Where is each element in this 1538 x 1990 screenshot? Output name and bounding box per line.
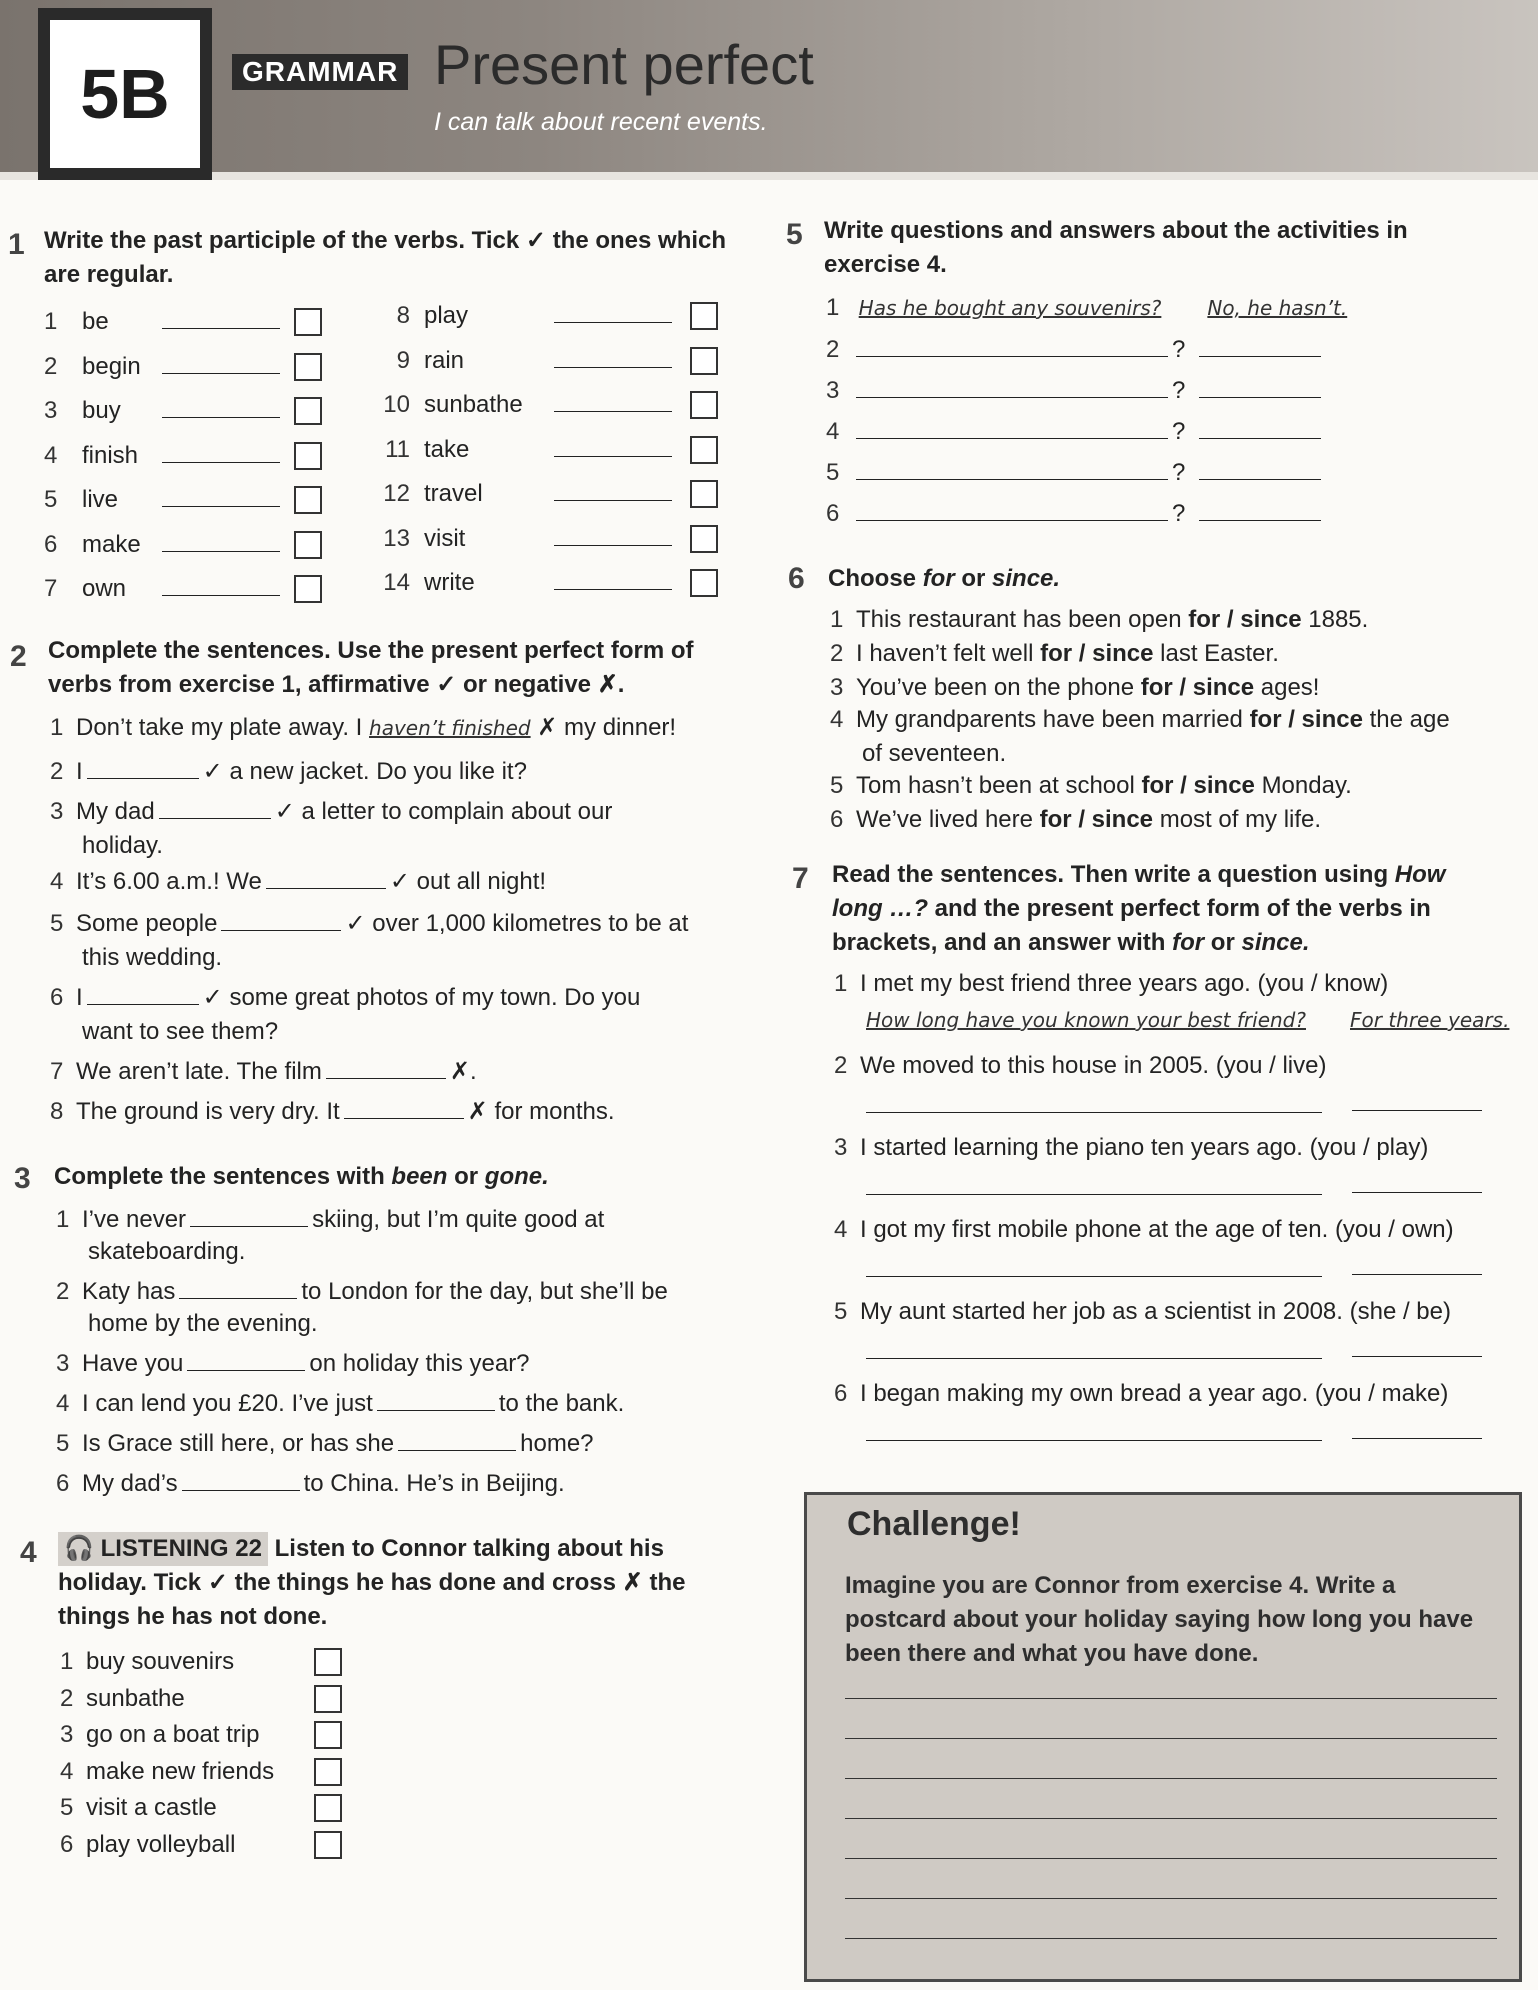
- exercise-number: 1: [8, 228, 25, 261]
- activity-item: [60, 1719, 259, 1751]
- question-blank[interactable]: [856, 376, 1168, 398]
- instruction-text: and the present perfect form of the verbs in: [934, 895, 1431, 922]
- sentence-text: to the bank.: [498, 1390, 625, 1417]
- choice-option[interactable]: for / since: [1188, 606, 1302, 633]
- instruction-text: How: [1394, 861, 1446, 888]
- choice-option[interactable]: for / since: [1039, 806, 1154, 833]
- choice-option[interactable]: for / since: [1140, 674, 1255, 701]
- sentence-text: to China. He’s in Beijing.: [303, 1470, 565, 1497]
- page-subtitle: I can talk about recent events.: [434, 108, 768, 136]
- activity-text: play volleyball: [86, 1831, 236, 1858]
- verb-item: [44, 306, 284, 338]
- tick-cross-checkbox[interactable]: [314, 1794, 342, 1822]
- instruction-text: Read the sentences. Then write a question using: [832, 861, 1389, 888]
- sentence-text: Tom hasn’t been at school: [856, 772, 1135, 799]
- question-blank[interactable]: [856, 335, 1168, 357]
- sentence: 5 Some people ✓ over 1,000 kilometres to be at: [50, 910, 689, 937]
- sentence-text: Have you: [82, 1350, 184, 1377]
- sentence-text: the age: [1369, 706, 1450, 733]
- page-title: Present perfect: [434, 33, 814, 96]
- answer-blank[interactable]: [221, 909, 341, 931]
- verb-item: [372, 345, 676, 377]
- item-number: 2: [44, 352, 58, 380]
- answer-blank[interactable]: [159, 797, 271, 819]
- regular-checkbox[interactable]: [690, 436, 718, 464]
- sentence-text: I started learning the piano ten years ago. (you / play): [860, 1134, 1429, 1161]
- sentence: 3 My dad ✓ a letter to complain about our: [50, 798, 613, 825]
- choice-option[interactable]: for / since: [1040, 640, 1154, 667]
- sentence-text: Don’t take my plate away. I: [76, 714, 363, 741]
- answer-blank[interactable]: [179, 1277, 297, 1299]
- item-number: 6: [44, 530, 58, 558]
- instruction-text: Choose: [828, 565, 917, 592]
- activity-item: [60, 1829, 235, 1861]
- challenge-title: Challenge!: [847, 1505, 1021, 1543]
- sentence-text: I haven’t felt well: [856, 640, 1034, 667]
- verb-item: [372, 567, 676, 599]
- answer-line[interactable]: [1352, 1192, 1482, 1193]
- sentence: 4 My grandparents have been married for / since the age: [830, 706, 1450, 733]
- item-number: 8: [396, 302, 410, 329]
- tick-cross-checkbox[interactable]: [314, 1831, 342, 1859]
- sentence-text: We’ve lived here: [856, 806, 1033, 833]
- exercise-number: 3: [14, 1162, 31, 1195]
- verb-text: begin: [82, 352, 141, 380]
- exercise-instruction: [44, 224, 726, 292]
- verb-text: make: [82, 530, 141, 558]
- writing-line[interactable]: [845, 1698, 1497, 1699]
- instruction-text: been: [391, 1163, 448, 1190]
- answer-blank[interactable]: [162, 396, 280, 418]
- answer-blank[interactable]: [1199, 417, 1321, 439]
- tick-cross-checkbox[interactable]: [314, 1721, 342, 1749]
- verb-text: travel: [424, 480, 483, 507]
- answer-blank[interactable]: [1199, 376, 1321, 398]
- exercise-instruction: [824, 214, 1408, 282]
- verb-text: buy: [82, 397, 121, 424]
- question-blank[interactable]: [856, 458, 1168, 480]
- activity-text: go on a boat trip: [86, 1721, 260, 1749]
- activity-text: visit a castle: [86, 1794, 217, 1822]
- sentence-text: want to see them?: [82, 1018, 279, 1045]
- verb-text: sunbathe: [424, 391, 523, 418]
- handwritten-answer: No, he hasn’t.: [1207, 296, 1348, 320]
- sentence: 4 It’s 6.00 a.m.! We ✓ out all night!: [50, 868, 547, 895]
- question-mark: ?: [1172, 500, 1186, 527]
- answer-blank[interactable]: [1199, 458, 1321, 480]
- verb-text: write: [424, 569, 475, 596]
- question-mark: ?: [1172, 336, 1186, 363]
- unit-badge: [38, 8, 212, 180]
- choice-option[interactable]: for / since: [1141, 772, 1255, 799]
- sentence-text: most of my life.: [1159, 806, 1322, 833]
- activity-item: [60, 1756, 274, 1788]
- instruction-text: since.: [992, 565, 1061, 592]
- verb-item: [372, 389, 676, 421]
- sentence-text: holiday.: [82, 832, 163, 859]
- sentence: 6 We’ve lived here for / since most of my life.: [830, 806, 1322, 833]
- item-number: 3: [826, 377, 840, 404]
- writing-line[interactable]: [845, 1858, 1497, 1859]
- answer-blank[interactable]: [554, 301, 672, 323]
- activity-item: [60, 1646, 234, 1678]
- question-blank[interactable]: [856, 417, 1168, 439]
- sentence: [834, 1296, 1451, 1328]
- sentence: 4 I can lend you £20. I’ve just to the bank.: [56, 1390, 625, 1417]
- item-number: 2: [60, 1684, 74, 1712]
- item-number: 1: [60, 1648, 74, 1675]
- sentence-text: skiing, but I’m quite good at: [312, 1206, 605, 1233]
- answer-blank[interactable]: [554, 346, 672, 368]
- regular-checkbox[interactable]: [294, 397, 322, 425]
- tick-cross-checkbox[interactable]: [314, 1648, 342, 1676]
- sentence-text: on holiday this year?: [309, 1350, 530, 1377]
- sentence-text: ✓ a letter to complain about our: [274, 798, 613, 825]
- sentence: 5 Tom hasn’t been at school for / since Monday.: [830, 772, 1352, 799]
- instruction-line: exercise 4.: [824, 251, 947, 278]
- item-number: 4: [826, 418, 840, 445]
- exercise-number: 4: [20, 1536, 37, 1569]
- item-number: 3: [60, 1721, 74, 1749]
- writing-line[interactable]: [845, 1818, 1497, 1819]
- sentence-text: My dad: [76, 798, 155, 825]
- sentence: [834, 1214, 1454, 1246]
- qa-row: [866, 1004, 1509, 1036]
- instruction-text: or: [961, 565, 986, 592]
- instruction-line: Write questions and answers about the activities in: [824, 217, 1408, 244]
- listening-label: LISTENING 22: [100, 1535, 262, 1562]
- sentence-text: ✓ some great photos of my town. Do you: [202, 984, 641, 1011]
- instruction-line: Complete the sentences. Use the present perfect form of: [48, 637, 694, 664]
- answer-blank[interactable]: [554, 524, 672, 546]
- activity-item: [60, 1683, 185, 1715]
- answer-blank[interactable]: [326, 1057, 446, 1079]
- sentence: 6 My dad’s to China. He’s in Beijing.: [56, 1470, 565, 1497]
- regular-checkbox[interactable]: [690, 302, 718, 330]
- verb-text: play: [424, 302, 469, 329]
- instruction-text: or: [454, 1163, 479, 1190]
- instruction-text: gone.: [484, 1163, 549, 1190]
- answer-blank[interactable]: [1199, 335, 1321, 357]
- item-number: 4: [834, 1216, 848, 1243]
- writing-line[interactable]: [845, 1738, 1497, 1739]
- header-divider: [0, 172, 1538, 180]
- sentence-text: ✓ a new jacket. Do you like it?: [202, 758, 527, 785]
- answer-blank[interactable]: [554, 390, 672, 412]
- verb-text: finish: [82, 441, 139, 469]
- handwritten-answer: For three years.: [1350, 1008, 1510, 1032]
- answer-blank[interactable]: [87, 983, 199, 1005]
- question-mark: ?: [1172, 418, 1186, 445]
- item-number: 1: [44, 308, 58, 335]
- verb-text: rain: [424, 346, 465, 374]
- instruction-text: for: [922, 565, 955, 592]
- answer-blank[interactable]: [182, 1469, 300, 1491]
- sentence: [834, 1378, 1448, 1410]
- answer-blank[interactable]: [162, 352, 280, 374]
- sentence-text: My grandparents have been married: [856, 706, 1243, 733]
- regular-checkbox[interactable]: [294, 575, 322, 603]
- instruction-text: since.: [1241, 929, 1310, 956]
- sentence-text: The ground is very dry. It: [76, 1098, 340, 1125]
- sentence-text: to London for the day, but she’ll be: [301, 1278, 668, 1305]
- sentence-text: 1885.: [1308, 606, 1369, 633]
- sentence-text: home?: [520, 1430, 594, 1457]
- answer-line[interactable]: [1352, 1274, 1482, 1275]
- item-number: 2: [834, 1052, 848, 1079]
- headphones-icon: 🎧: [64, 1535, 94, 1562]
- qa-row: [826, 457, 1325, 489]
- item-number: 10: [383, 391, 410, 418]
- answer-blank[interactable]: [377, 1389, 495, 1411]
- answer-blank[interactable]: [162, 530, 280, 552]
- sentence-text: My aunt started her job as a scientist in 2008. (she / be): [860, 1298, 1451, 1325]
- sentence: 1 This restaurant has been open for / since 1885.: [830, 606, 1369, 633]
- item-number: 2: [826, 336, 840, 363]
- sentence: 2 I ✓ a new jacket. Do you like it?: [50, 758, 527, 785]
- challenge-box: [804, 1492, 1522, 1982]
- writing-line[interactable]: [845, 1898, 1497, 1899]
- answer-line[interactable]: [1352, 1110, 1482, 1111]
- sentence: 1 Don’t take my plate away. I haven’t finished ✗ my dinner!: [50, 714, 677, 741]
- answer-blank[interactable]: [87, 757, 199, 779]
- sentence-text: skateboarding.: [88, 1238, 246, 1265]
- answer-blank[interactable]: [162, 307, 280, 329]
- sentence-text: It’s 6.00 a.m.! We: [76, 868, 262, 895]
- answer-blank[interactable]: [162, 485, 280, 507]
- sentence-text: ages!: [1260, 674, 1320, 701]
- qa-row: [826, 375, 1325, 407]
- activity-text: sunbathe: [86, 1684, 185, 1712]
- sentence: [834, 1132, 1428, 1164]
- instruction-line: things he has not done.: [58, 1603, 328, 1630]
- verb-item: [44, 484, 284, 516]
- sentence-text: I began making my own bread a year ago. (you / make): [860, 1380, 1449, 1407]
- verb-item: [44, 351, 284, 383]
- item-number: 5: [834, 1298, 848, 1325]
- sentence: 5 Is Grace still here, or has she home?: [56, 1430, 594, 1457]
- writing-line[interactable]: [845, 1778, 1497, 1779]
- verb-text: take: [424, 435, 470, 463]
- sentence-text: Some people: [76, 910, 218, 937]
- answer-line[interactable]: [1352, 1438, 1482, 1439]
- question-mark: ?: [1172, 459, 1186, 486]
- item-number: 7: [44, 575, 58, 602]
- sentence-text: ✓ over 1,000 kilometres to be at: [345, 910, 689, 937]
- item-number: 5: [44, 486, 58, 513]
- answer-blank[interactable]: [554, 568, 672, 590]
- item-number: 3: [834, 1134, 848, 1161]
- sentence-text: ✗ for months.: [467, 1098, 615, 1125]
- sentence-text: I met my best friend three years ago. (you / know): [860, 970, 1389, 997]
- item-number: 6: [826, 500, 840, 527]
- verb-item: [372, 478, 676, 510]
- verb-item: [44, 395, 284, 427]
- instruction-line: verbs from exercise 1, affirmative ✓ or negative ✗.: [48, 671, 625, 698]
- item-number: 13: [383, 524, 410, 552]
- item-number: 4: [44, 441, 58, 469]
- sentence: 3 You’ve been on the phone for / since ages!: [830, 674, 1320, 701]
- sentence: 7 We aren’t late. The film ✗.: [50, 1058, 477, 1085]
- choice-option[interactable]: for / since: [1249, 706, 1363, 733]
- regular-checkbox[interactable]: [294, 353, 322, 381]
- verb-item: [372, 434, 676, 466]
- qa-row: 1 Has he bought any souvenirs? No, he hasn’t.: [826, 294, 1348, 321]
- sentence-text: of seventeen.: [862, 740, 1007, 767]
- question-line[interactable]: [866, 1112, 1322, 1113]
- verb-item: [372, 300, 676, 332]
- regular-checkbox[interactable]: [294, 486, 322, 514]
- regular-checkbox[interactable]: [690, 347, 718, 375]
- sentence: 8 The ground is very dry. It ✗ for months.: [50, 1098, 615, 1125]
- sentence-text: You’ve been on the phone: [856, 674, 1135, 701]
- verb-item: [44, 529, 284, 561]
- item-number: 3: [44, 397, 58, 424]
- answer-blank[interactable]: [162, 574, 280, 596]
- instruction-text: Complete the sentences with: [54, 1163, 385, 1190]
- sentence-text: I got my first mobile phone at the age of ten. (you / own): [860, 1216, 1454, 1243]
- verb-text: visit: [424, 524, 466, 552]
- section-tag: GRAMMAR: [232, 54, 408, 90]
- sentence: 6 I ✓ some great photos of my town. Do you: [50, 984, 641, 1011]
- question-blank[interactable]: [856, 499, 1168, 521]
- verb-text: be: [82, 308, 109, 335]
- verb-item: [44, 573, 284, 605]
- question-line[interactable]: [866, 1194, 1322, 1195]
- question-line[interactable]: [866, 1358, 1322, 1359]
- exercise-number: 2: [10, 640, 27, 673]
- handwritten-question: Has he bought any souvenirs?: [858, 296, 1162, 320]
- sentence-text: My dad’s: [82, 1470, 178, 1497]
- sentence: 2 I haven’t felt well for / since last Easter.: [830, 640, 1279, 667]
- sentence-text: ✗ my dinner!: [537, 714, 677, 741]
- exercise-instruction: [828, 562, 1060, 596]
- verb-item: [372, 523, 676, 555]
- regular-checkbox[interactable]: [690, 569, 718, 597]
- instruction-text: long …?: [832, 895, 928, 922]
- sentence: 1 I’ve never skiing, but I’m quite good at: [56, 1206, 605, 1233]
- item-number: 6: [834, 1380, 848, 1407]
- answer-blank[interactable]: [344, 1097, 464, 1119]
- item-number: 12: [383, 480, 410, 507]
- answer-blank[interactable]: [162, 441, 280, 463]
- regular-checkbox[interactable]: [690, 525, 718, 553]
- instruction-text: brackets, and an answer with: [832, 929, 1166, 956]
- instruction-line: Listen to Connor talking about his: [274, 1535, 664, 1562]
- question-mark: ?: [1172, 377, 1186, 404]
- sentence-text: I: [76, 758, 83, 785]
- item-number: 9: [396, 346, 410, 374]
- listening-badge[interactable]: [58, 1532, 268, 1566]
- sentence-text: I: [76, 984, 83, 1011]
- activity-text: make new friends: [86, 1757, 275, 1785]
- instruction-line: are regular.: [44, 261, 174, 288]
- sentence-text: I can lend you £20. I’ve just: [82, 1390, 373, 1417]
- challenge-instruction: Imagine you are Connor from exercise 4. Write a postcard about your holiday saying how long you have been there and what you have done.: [845, 1572, 1474, 1667]
- exercise-instruction: [58, 1532, 685, 1634]
- verb-item: [44, 440, 284, 472]
- sentence-text: I’ve never: [82, 1206, 187, 1233]
- exercise-number: 6: [788, 562, 805, 595]
- qa-row: [826, 498, 1325, 530]
- answer-line[interactable]: [1352, 1356, 1482, 1357]
- tick-cross-checkbox[interactable]: [314, 1685, 342, 1713]
- instruction-line: holiday. Tick ✓ the things he has done and cross ✗ the: [58, 1569, 686, 1596]
- question-line[interactable]: [866, 1276, 1322, 1277]
- tick-cross-checkbox[interactable]: [314, 1758, 342, 1786]
- answer-blank[interactable]: [554, 479, 672, 501]
- sentence: 2 Katy has to London for the day, but she’ll be: [56, 1278, 668, 1305]
- instruction-line: Write the past participle of the verbs. Tick ✓ the ones which: [44, 227, 727, 254]
- sentence-text: ✓ out all night!: [389, 868, 547, 895]
- answer-blank[interactable]: [554, 435, 672, 457]
- sentence-text: Monday.: [1261, 772, 1352, 799]
- answer-blank[interactable]: [398, 1429, 516, 1451]
- regular-checkbox[interactable]: [294, 531, 322, 559]
- instruction-text: for: [1172, 929, 1205, 956]
- handwritten-question: How long have you known your best friend?: [866, 1008, 1306, 1032]
- exercise-instruction: [832, 858, 1445, 960]
- sentence-text: This restaurant has been open: [856, 606, 1182, 633]
- item-number: 6: [60, 1831, 74, 1858]
- verb-text: own: [82, 575, 127, 602]
- sentence-text: last Easter.: [1160, 640, 1279, 667]
- activity-item: [60, 1792, 217, 1824]
- sentence-text: this wedding.: [82, 944, 223, 971]
- item-number: 4: [60, 1757, 74, 1785]
- question-line[interactable]: [866, 1440, 1322, 1441]
- exercise-instruction: [54, 1160, 549, 1194]
- handwritten-answer: haven’t finished: [369, 716, 531, 740]
- verb-text: live: [82, 486, 119, 513]
- answer-blank[interactable]: [266, 867, 386, 889]
- answer-blank[interactable]: [190, 1205, 308, 1227]
- qa-row: [826, 416, 1325, 448]
- sentence-text: We moved to this house in 2005. (you / live): [860, 1052, 1327, 1079]
- sentence-text: We aren’t late. The film: [76, 1058, 322, 1085]
- regular-checkbox[interactable]: [294, 308, 322, 336]
- sentence-text: home by the evening.: [88, 1310, 318, 1337]
- answer-blank[interactable]: [187, 1349, 305, 1371]
- unit-label: 5B: [80, 55, 170, 133]
- exercise-number: 5: [786, 218, 803, 251]
- exercise-number: 7: [792, 862, 809, 895]
- regular-checkbox[interactable]: [690, 480, 718, 508]
- writing-line[interactable]: [845, 1938, 1497, 1939]
- sentence: 3 Have you on holiday this year?: [56, 1350, 530, 1377]
- sentence-text: Katy has: [82, 1278, 176, 1305]
- sentence-text: ✗.: [449, 1058, 477, 1085]
- regular-checkbox[interactable]: [690, 391, 718, 419]
- sentence: [834, 1050, 1326, 1082]
- instruction-text: or: [1210, 929, 1235, 956]
- sentence-text: Is Grace still here, or has she: [82, 1430, 395, 1457]
- sentence: 1 I met my best friend three years ago. (you / know): [834, 970, 1389, 997]
- item-number: 5: [60, 1794, 74, 1822]
- qa-row: [826, 334, 1325, 366]
- item-number: 11: [385, 435, 410, 463]
- item-number: 5: [826, 459, 840, 486]
- answer-blank[interactable]: [1199, 499, 1321, 521]
- exercise-instruction: [48, 634, 694, 702]
- activity-text: buy souvenirs: [86, 1648, 235, 1675]
- regular-checkbox[interactable]: [294, 442, 322, 470]
- item-number: 14: [383, 569, 410, 596]
